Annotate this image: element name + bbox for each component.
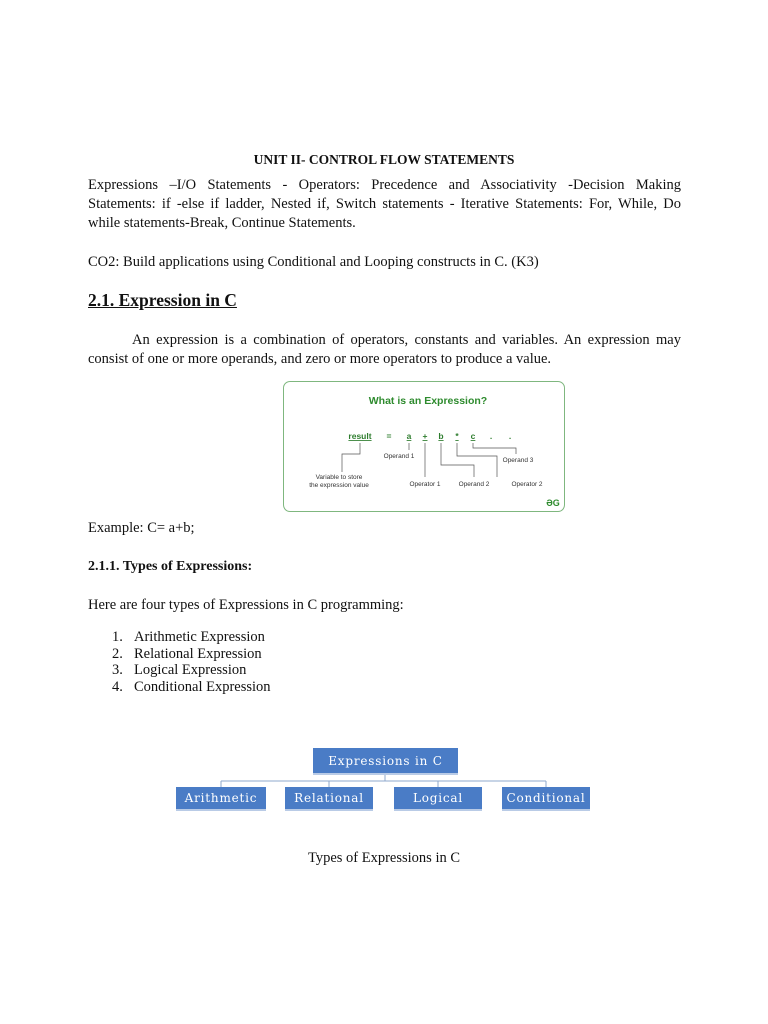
tree-node-logical: Logical <box>394 787 482 811</box>
syllabus-paragraph: Expressions –I/O Statements - Operators: Precedence and Associativity -Decision Making Statements: if -else if ladder, Nested if, Switch statements - Iterative Statements: For, While, Do while statements-Break, Continue Statements. <box>88 177 681 231</box>
label-operator-1: Operator 1 <box>409 481 441 488</box>
expression-figure-title: What is an Expression? <box>368 395 488 407</box>
label-operand-1: Operand 1 <box>383 453 415 460</box>
list-item-label: Conditional Expression <box>134 678 271 695</box>
token-b: b <box>438 431 444 441</box>
token-result: result <box>348 431 372 441</box>
expression-figure <box>283 381 565 512</box>
list-item <box>88 662 271 679</box>
tree-node-conditional: Conditional <box>502 787 590 811</box>
list-item-number: 1. <box>112 629 123 645</box>
token-plus: + <box>422 431 428 441</box>
figure-caption: Types of Expressions in C <box>307 850 461 866</box>
list-item <box>88 646 271 663</box>
token-c: c <box>470 431 476 441</box>
expression-diagram <box>284 382 566 513</box>
geeks-logo-icon: ƏG <box>546 498 560 508</box>
types-intro: Here are four types of Expressions in C programming: <box>88 597 404 613</box>
types-list <box>88 629 271 695</box>
list-item-number: 2. <box>112 645 123 662</box>
list-item <box>88 679 271 696</box>
list-item-label: Relational Expression <box>134 645 262 662</box>
token-multiply: * <box>455 431 459 441</box>
token-a: a <box>406 431 412 441</box>
section-heading: 2.1. Expression in C <box>88 290 237 310</box>
course-outcome: CO2: Build applications using Conditional and Looping constructs in C. (K3) <box>88 254 539 270</box>
token-dot-1: . <box>489 431 493 441</box>
tree-node-relational: Relational <box>285 787 373 811</box>
label-operand-2: Operand 2 <box>458 481 490 488</box>
types-subheading: 2.1.1. Types of Expressions: <box>88 559 253 574</box>
label-operator-2: Operator 2 <box>511 481 543 488</box>
token-dot-2: . <box>508 431 512 441</box>
list-item-number: 4. <box>112 678 123 695</box>
list-item <box>88 629 271 646</box>
list-item-label: Logical Expression <box>134 662 247 678</box>
list-item-label: Arithmetic Expression <box>134 629 265 645</box>
label-operand-3: Operand 3 <box>502 457 534 464</box>
label-variable-line-1: Variable to store <box>315 474 363 481</box>
expression-types-tree <box>170 745 600 815</box>
connector-lines <box>342 443 516 477</box>
tree-root-node: Expressions in C <box>313 748 458 775</box>
list-item-number: 3. <box>112 662 123 678</box>
definition-paragraph: An expression is a combination of operators, constants and variables. An expression may consist of one or more operands, and zero or more operators to produce a value. <box>88 332 681 367</box>
unit-title: UNIT II- CONTROL FLOW STATEMENTS <box>253 152 515 167</box>
token-equals: = <box>386 431 392 441</box>
tree-node-arithmetic: Arithmetic <box>176 787 266 811</box>
example-line: Example: C= a+b; <box>88 520 195 536</box>
label-variable-line-2: the expression value <box>309 482 369 489</box>
